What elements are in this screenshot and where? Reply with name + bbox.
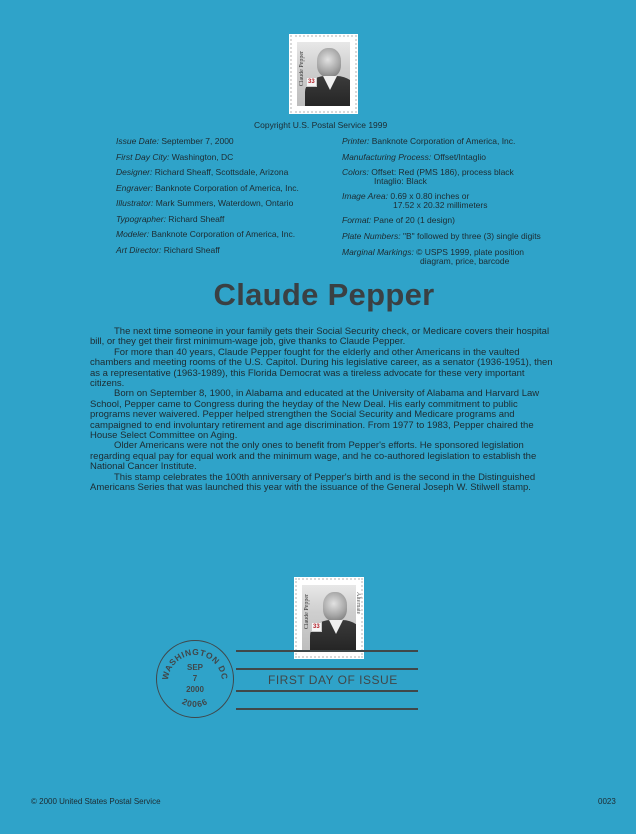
first-day-of-issue-label: FIRST DAY OF ISSUE [268,673,398,687]
portrait-shirt [323,76,337,90]
spec-format: Format: Pane of 20 (1 design) [342,215,455,225]
postmark-year: 2000 [186,685,204,694]
spec-illustrator: Illustrator: Mark Summers, Waterdown, Ontario [116,198,294,208]
spec-issue-date: Issue Date: September 7, 2000 [116,136,234,146]
stamp-name-text: Claude Pepper [304,594,310,630]
spec-engraver: Engraver: Banknote Corporation of America, Inc. [116,182,299,193]
stamp-portrait-bottom [302,585,356,651]
postmark-month: SEP [186,663,203,672]
spec-image-area: Image Area: 0.69 x 0.80 inches or [342,191,470,201]
stamp-image-bottom [295,578,363,658]
spec-colors: Colors: Offset: Red (PMS 186), process black [342,167,514,177]
spec-manufacturing-process: Manufacturing Process: Offset/Intaglio [342,151,486,162]
spec-typographer: Typographer: Richard Sheaff [116,213,225,224]
spec-modeler: Modeler: Banknote Corporation of America, Inc. [116,229,296,239]
footer-copyright: © 2000 United States Postal Service [31,797,161,806]
cancel-line-3 [236,690,418,692]
portrait-head [317,48,341,77]
spec-art-director: Art Director: Richard Sheaff [116,244,220,255]
stamp-denomination: 33 [308,79,315,85]
paragraph-5: This stamp celebrates the 100th anniversary of Pepper's birth and is the second in the Distinguished Americans Series that was launched this year with the issuance of the General Joseph W. Stilwell stamp. [90,471,536,494]
paragraph-1: The next time someone in your family gets their Social Security check, or Medicare covers their hospital bill, or they get their first minimum-wage job, give thanks to Claude Pepper. [90,326,550,348]
spec-plate-numbers: Plate Numbers: "B" followed by three (3) single digits [342,231,541,241]
paragraph-3: Born on September 8, 1900, in Alabama and educated at the University of Alabama and Harvard Law School, Pepper came to Congress during the heyday of the New Deal. His early commitment to public programs never waivered. Pepper helped strengthen the Social Security and Medicare programs and campaigned to end involuntary retirement and age discrimination. From 1977 to 1983, Pepper chaired the House Select Committee on Aging. [90,388,540,442]
copyright-line: Copyright U.S. Postal Service 1999 [254,120,388,130]
stamp-name-text: Claude Pepper [299,51,305,87]
cancel-line-1 [236,650,418,652]
paragraph-2: For more than 40 years, Claude Pepper fought for the elderly and other Americans in the vaulted chambers and meeting rooms of the U.S. Capitol. During his legislative career, as a senator (1936-1951), then as a representative (1963-1989), this Florida Democrat was a tireless advocate for these very important citizens. [90,346,553,390]
paragraph-4: Older Americans were not the only ones to benefit from Pepper's efforts. He sponsored legislation regarding equal pay for equal work and the minimum wage, and he co-authored legislation to establish the National Cancer Institute. [90,440,537,473]
postmark [156,640,234,718]
spec-first-day-city: First Day City: Washington, DC [116,151,234,162]
article-body [90,327,560,494]
postmark-city: WASHINGTON DC [159,646,230,681]
page-title: Claude Pepper [213,277,435,312]
footer-number: 0023 [598,797,616,806]
stamp-image-top [290,35,357,113]
spec-designer: Designer: Richard Sheaff, Scottsdale, Arizona [116,167,289,177]
postmark-day: 7 [192,674,198,683]
portrait-shirt [329,620,343,634]
svg-text:20066 [180,696,209,709]
cancel-line-2 [236,668,418,670]
cancel-line-4 [236,708,418,710]
postmark-zip: 20066 [179,695,210,709]
portrait-head [323,592,347,621]
spec-image-area-line2: 17.52 x 20.32 millimeters [393,200,488,210]
spec-marginal-markings-line2: diagram, price, barcode [420,256,510,266]
spec-marginal-markings: Marginal Markings: © USPS 1999, plate position [342,247,525,257]
spec-printer: Printer: Banknote Corporation of America, Inc. [342,136,516,146]
stamp-side-text: Alternate [355,592,361,615]
stamp-denomination: 33 [313,624,320,630]
spec-colors-line2: Intaglio: Black [374,176,427,186]
